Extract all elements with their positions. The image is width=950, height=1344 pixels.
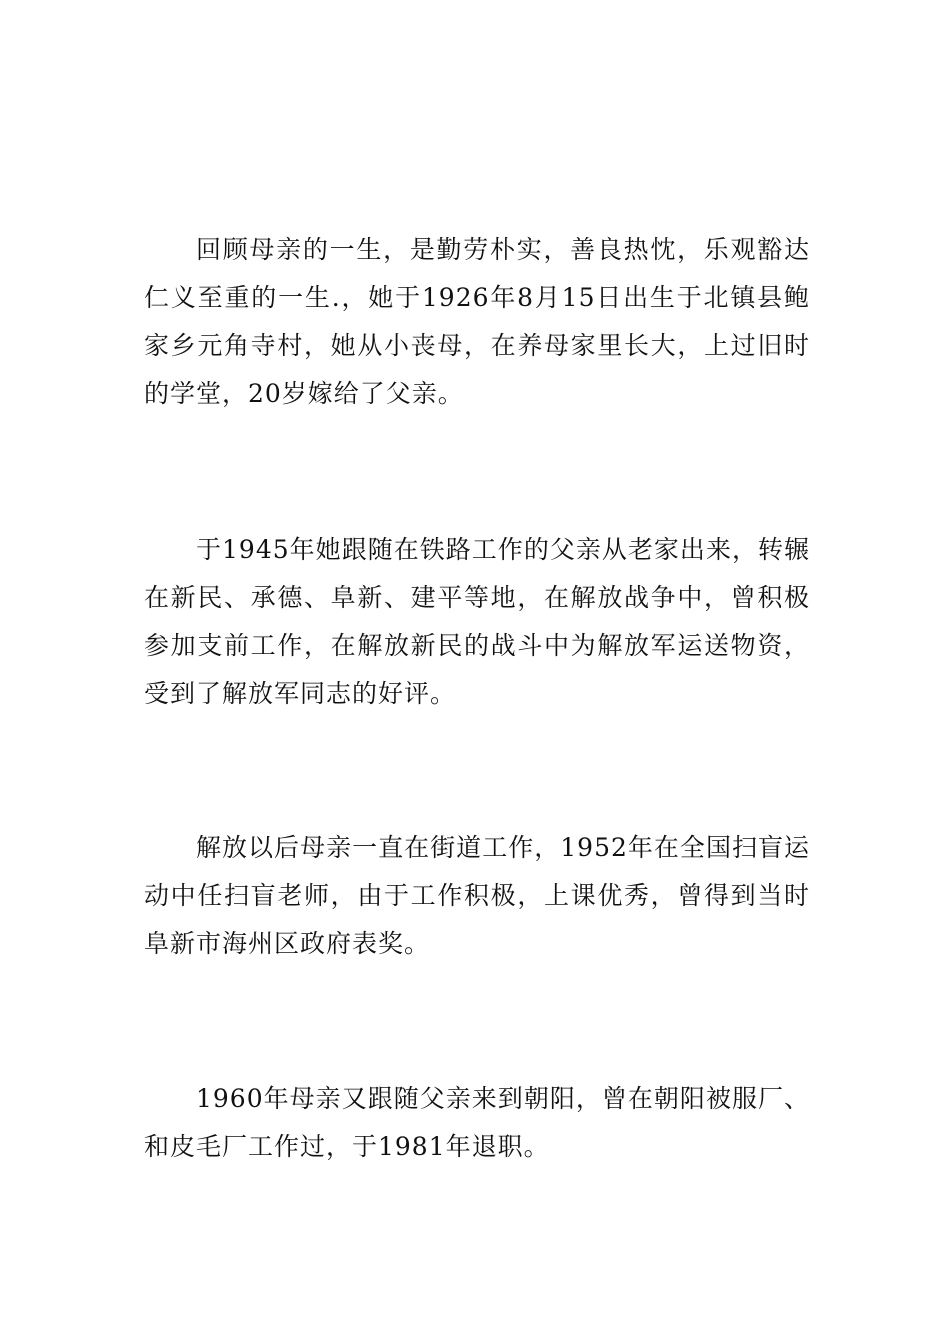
paragraph-1: 回顾母亲的一生，是勤劳朴实，善良热忱，乐观豁达仁义至重的一生.，她于1926年8月15日出生于北镇县鲍家乡元角寺村，她从小丧母，在养母家里长大，上过旧时的学堂，20岁嫁给了父亲。 [144,235,810,408]
paragraph-2: 于1945年她跟随在铁路工作的父亲从老家出来，转辗在新民、承德、阜新、建平等地，在解放战争中，曾积极参加支前工作，在解放新民的战斗中为解放军运送物资，受到了解放军同志的好评。 [144,535,810,708]
paragraph-4: 1960年母亲又跟随父亲来到朝阳，曾在朝阳被服厂、和皮毛厂工作过，于1981年退职。 [144,1084,810,1161]
paragraph-3: 解放以后母亲一直在街道工作，1952年在全国扫盲运动中任扫盲老师，由于工作积极，上课优秀，曾得到当时阜新市海州区政府表奖。 [144,833,810,958]
